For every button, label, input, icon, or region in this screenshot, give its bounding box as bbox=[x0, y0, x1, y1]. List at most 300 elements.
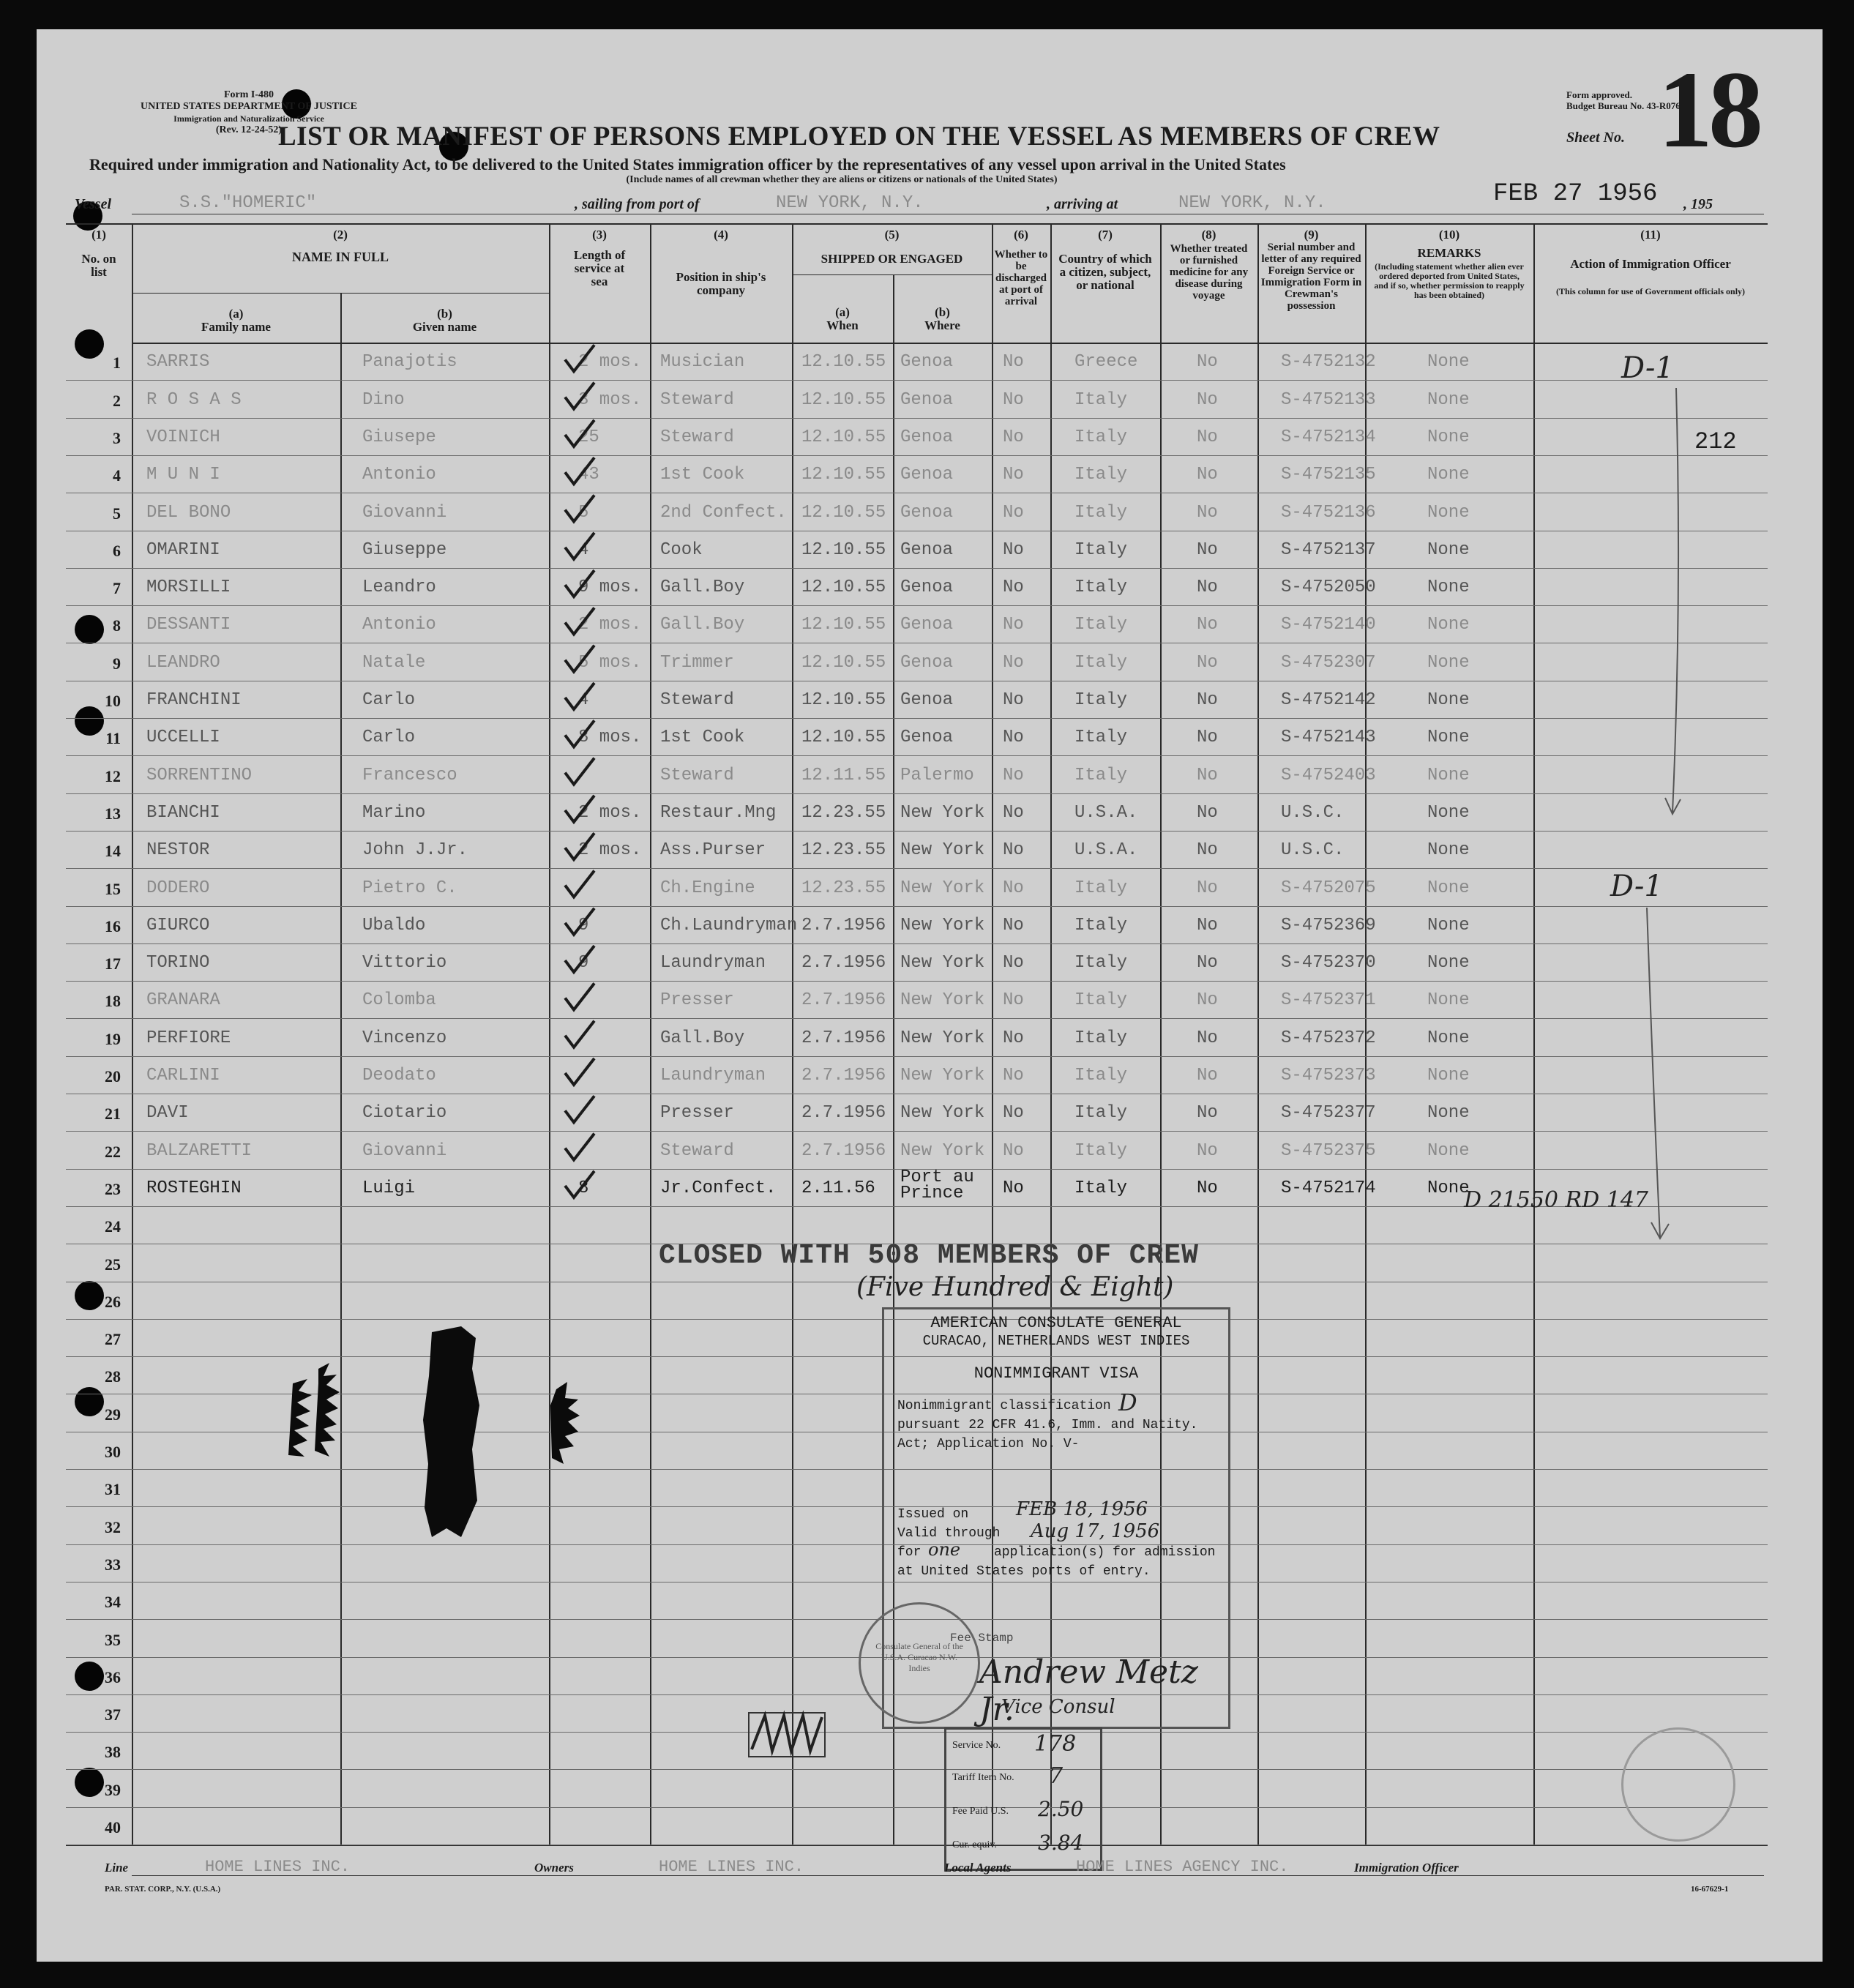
vessel-label: Vessel bbox=[75, 196, 111, 212]
given-name-cell: Carlo bbox=[362, 690, 416, 710]
family-name-cell: GIURCO bbox=[146, 916, 210, 935]
shipped-where-cell: Port au Prince bbox=[900, 1167, 974, 1203]
shipped-where-cell: New York bbox=[900, 840, 985, 860]
medicine-cell: No bbox=[1197, 578, 1218, 597]
shipped-when-cell: 12.10.55 bbox=[801, 728, 886, 747]
row-number: 30 bbox=[105, 1443, 121, 1461]
medicine-cell: No bbox=[1197, 690, 1218, 710]
position-cell: 1st Cook bbox=[660, 465, 745, 485]
action-d1-mid: D-1 bbox=[1610, 870, 1663, 903]
remarks-cell: None bbox=[1427, 728, 1470, 747]
position-cell: Steward bbox=[660, 1141, 734, 1161]
position-cell: Gall.Boy bbox=[660, 615, 745, 635]
position-cell: Gall.Boy bbox=[660, 1028, 745, 1048]
row-rule bbox=[66, 906, 1768, 907]
shipped-when-cell: 12.10.55 bbox=[801, 427, 886, 447]
country-cell: Italy bbox=[1074, 1066, 1128, 1085]
remarks-cell: None bbox=[1427, 766, 1470, 785]
given-name-cell: Francesco bbox=[362, 766, 457, 785]
remarks-cell: None bbox=[1427, 990, 1470, 1010]
family-name-cell: DESSANTI bbox=[146, 615, 231, 635]
discharged-cell: No bbox=[1003, 1028, 1024, 1048]
family-name-cell: SARRIS bbox=[146, 352, 210, 372]
row-number: 12 bbox=[105, 767, 121, 785]
shipped-when-cell: 12.10.55 bbox=[801, 465, 886, 485]
length-cell: 25 bbox=[578, 427, 599, 447]
checkmark-icon bbox=[565, 496, 594, 522]
sailing-label: , sailing from port of bbox=[575, 196, 700, 212]
position-cell: 2nd Confect. bbox=[660, 503, 787, 523]
given-name-cell: Ubaldo bbox=[362, 916, 426, 935]
discharged-cell: No bbox=[1003, 690, 1024, 710]
checkmark-icon bbox=[565, 457, 594, 484]
row-number: 36 bbox=[105, 1668, 121, 1686]
arriving-value: NEW YORK, N.Y. bbox=[1178, 193, 1326, 213]
discharged-cell: No bbox=[1003, 766, 1024, 785]
col-2a-label: (a) Family name bbox=[201, 307, 271, 334]
row-number: 28 bbox=[105, 1367, 121, 1386]
shipped-where-cell: New York bbox=[900, 1066, 985, 1085]
action-212: 212 bbox=[1694, 428, 1737, 455]
checkmark-icon bbox=[565, 871, 594, 897]
length-cell: 5 bbox=[578, 503, 589, 523]
row-number: 25 bbox=[105, 1255, 121, 1274]
visa-valid-value: Aug 17, 1956 bbox=[1031, 1520, 1160, 1542]
row-rule bbox=[66, 568, 1768, 569]
row-number: 18 bbox=[105, 992, 121, 1010]
shipped-where-cell: Genoa bbox=[900, 390, 954, 410]
shipped-where-cell: Genoa bbox=[900, 653, 954, 673]
length-cell: 5 mos. bbox=[578, 653, 642, 673]
col-4-label: Position in ship's company bbox=[676, 270, 766, 297]
col-4-num: (4) bbox=[714, 228, 728, 242]
col-2b-label: (b) Given name bbox=[412, 307, 477, 334]
row-number: 29 bbox=[105, 1405, 121, 1424]
row23-remark-handwritten: D 21550 RD 147 bbox=[1464, 1187, 1648, 1213]
medicine-cell: No bbox=[1197, 916, 1218, 935]
remarks-cell: None bbox=[1427, 1178, 1470, 1198]
shipped-where-cell: New York bbox=[900, 803, 985, 823]
shipped-when-cell: 2.7.1956 bbox=[801, 990, 886, 1010]
length-cell: 2 mos. bbox=[578, 352, 642, 372]
checkmark-icon bbox=[565, 1171, 594, 1197]
position-cell: Musician bbox=[660, 352, 745, 372]
footer-line-label: Line bbox=[105, 1861, 129, 1875]
shipped-when-cell: 2.7.1956 bbox=[801, 1141, 886, 1161]
country-cell: Italy bbox=[1074, 953, 1128, 973]
given-name-cell: Deodato bbox=[362, 1066, 436, 1085]
serial-cell: S-4752371 bbox=[1281, 990, 1376, 1010]
discharged-cell: No bbox=[1003, 953, 1024, 973]
shipped-when-cell: 2.11.56 bbox=[801, 1178, 875, 1198]
row-number: 6 bbox=[113, 542, 121, 560]
given-name-cell: Marino bbox=[362, 803, 426, 823]
consulate-visa-stamp bbox=[875, 1307, 1230, 1729]
given-name-cell: Leandro bbox=[362, 578, 436, 597]
given-name-cell: Antonio bbox=[362, 465, 436, 485]
discharged-cell: No bbox=[1003, 352, 1024, 372]
length-cell: 3 mos. bbox=[578, 390, 642, 410]
serial-cell: S-4752377 bbox=[1281, 1103, 1376, 1123]
family-name-cell: ROSTEGHIN bbox=[146, 1178, 242, 1198]
serial-cell: U.S.C. bbox=[1281, 840, 1345, 860]
shipped-where-cell: New York bbox=[900, 1141, 985, 1161]
shipped-when-cell: 12.10.55 bbox=[801, 690, 886, 710]
family-name-cell: CARLINI bbox=[146, 1066, 220, 1085]
col-11-sub: (This column for use of Government officials only) bbox=[1555, 286, 1746, 296]
row-number: 35 bbox=[105, 1631, 121, 1649]
service-value: 178 bbox=[1034, 1731, 1077, 1757]
medicine-cell: No bbox=[1197, 615, 1218, 635]
closed-stamp: CLOSED WITH 508 MEMBERS OF CREW bbox=[659, 1240, 1199, 1271]
medicine-cell: No bbox=[1197, 1141, 1218, 1161]
given-name-cell: Natale bbox=[362, 653, 426, 673]
date-stamp: FEB 27 1956 bbox=[1493, 180, 1658, 208]
row-number: 1 bbox=[113, 354, 121, 372]
checkmark-icon bbox=[565, 1096, 594, 1122]
visa-for-label: for bbox=[897, 1545, 922, 1560]
col-1-label: No. on list bbox=[81, 252, 116, 279]
serial-cell: S-4752143 bbox=[1281, 728, 1376, 747]
remarks-cell: None bbox=[1427, 578, 1470, 597]
position-cell: Presser bbox=[660, 1103, 734, 1123]
row-number: 15 bbox=[105, 880, 121, 898]
family-name-cell: SORRENTINO bbox=[146, 766, 253, 785]
shipped-when-cell: 12.23.55 bbox=[801, 878, 886, 898]
serial-cell: S-4752403 bbox=[1281, 766, 1376, 785]
position-cell: Cook bbox=[660, 540, 703, 560]
remarks-cell: None bbox=[1427, 953, 1470, 973]
length-cell: 4 bbox=[578, 690, 589, 710]
row-number: 4 bbox=[113, 466, 121, 485]
checkmark-icon bbox=[565, 796, 594, 822]
country-cell: Italy bbox=[1074, 1103, 1128, 1123]
family-name-cell: LEANDRO bbox=[146, 653, 220, 673]
country-cell: Italy bbox=[1074, 465, 1128, 485]
length-cell: 2 mos. bbox=[578, 840, 642, 860]
medicine-cell: No bbox=[1197, 766, 1218, 785]
position-cell: Gall.Boy bbox=[660, 578, 745, 597]
remarks-cell: None bbox=[1427, 653, 1470, 673]
row-number: 9 bbox=[113, 654, 121, 673]
visa-pursuant: pursuant 22 CFR 41.6, Imm. and Natity. bbox=[897, 1418, 1198, 1432]
country-cell: Italy bbox=[1074, 766, 1128, 785]
medicine-cell: No bbox=[1197, 352, 1218, 372]
row-rule bbox=[66, 755, 1768, 756]
row-rule bbox=[66, 1732, 1768, 1733]
discharged-cell: No bbox=[1003, 427, 1024, 447]
form-id: Form I-480 UNITED STATES DEPARTMENT OF JUSTICE Immigration and Naturalization Service (Rev. 12-24-52) bbox=[141, 89, 357, 135]
row-rule bbox=[66, 418, 1768, 419]
serial-cell: S-4752132 bbox=[1281, 352, 1376, 372]
shipped-where-cell: New York bbox=[900, 990, 985, 1010]
col-5b-label: (b) Where bbox=[924, 305, 960, 332]
serial-cell: S-4752135 bbox=[1281, 465, 1376, 485]
remarks-cell: None bbox=[1427, 878, 1470, 898]
discharged-cell: No bbox=[1003, 615, 1024, 635]
col-2-label: NAME IN FULL bbox=[291, 250, 389, 264]
country-cell: Greece bbox=[1074, 352, 1138, 372]
shipped-where-cell: Genoa bbox=[900, 352, 954, 372]
length-cell: 4 bbox=[578, 540, 589, 560]
country-cell: Italy bbox=[1074, 728, 1128, 747]
checkmark-icon bbox=[565, 420, 594, 446]
checkmark-icon bbox=[565, 383, 594, 409]
position-cell: Presser bbox=[660, 990, 734, 1010]
medicine-cell: No bbox=[1197, 503, 1218, 523]
country-cell: Italy bbox=[1074, 578, 1128, 597]
col-11-label: Action of Immigration Officer bbox=[1570, 257, 1731, 271]
row-rule bbox=[66, 1018, 1768, 1019]
footer-owners-value: HOME LINES INC. bbox=[659, 1858, 804, 1876]
page-title: LIST OR MANIFEST OF PERSONS EMPLOYED ON THE VESSEL AS MEMBERS OF CREW bbox=[278, 122, 1440, 152]
row-rule bbox=[66, 793, 1768, 794]
remarks-cell: None bbox=[1427, 503, 1470, 523]
row-number: 8 bbox=[113, 616, 121, 635]
col-6-label: Whether to be discharged at port of arrival bbox=[994, 249, 1048, 307]
cur-equiv-label: Cur. equiv. bbox=[952, 1839, 997, 1850]
position-cell: Steward bbox=[660, 427, 734, 447]
visa-class-value: D bbox=[1118, 1389, 1137, 1416]
col-7-num: (7) bbox=[1098, 228, 1113, 242]
position-cell: 1st Cook bbox=[660, 728, 745, 747]
fee-stamp-label: Fee Stamp bbox=[950, 1632, 1014, 1645]
country-cell: Italy bbox=[1074, 990, 1128, 1010]
family-name-cell: MORSILLI bbox=[146, 578, 231, 597]
medicine-cell: No bbox=[1197, 803, 1218, 823]
checkmark-icon bbox=[565, 1134, 594, 1160]
family-name-cell: DODERO bbox=[146, 878, 210, 898]
fee-paid-value: 2.50 bbox=[1038, 1797, 1084, 1821]
col-5-label: SHIPPED OR ENGAGED bbox=[821, 252, 963, 266]
medicine-cell: No bbox=[1197, 540, 1218, 560]
consulate-line1: AMERICAN CONSULATE GENERAL bbox=[930, 1314, 1182, 1332]
family-name-cell: DAVI bbox=[146, 1103, 189, 1123]
given-name-cell: Giovanni bbox=[362, 503, 447, 523]
shipped-when-cell: 12.10.55 bbox=[801, 390, 886, 410]
row-number: 16 bbox=[105, 917, 121, 935]
length-cell: 9 bbox=[578, 953, 589, 973]
shipped-where-cell: Genoa bbox=[900, 427, 954, 447]
row-number: 7 bbox=[113, 579, 121, 597]
footer-line-value: HOME LINES INC. bbox=[205, 1858, 351, 1876]
shipped-when-cell: 12.23.55 bbox=[801, 840, 886, 860]
redaction-blot-icon bbox=[278, 1318, 608, 1552]
footer-agents-label: Local Agents bbox=[944, 1861, 1012, 1875]
sheet-label: Sheet No. bbox=[1566, 130, 1625, 146]
col-3-label: Length of service at sea bbox=[573, 248, 626, 288]
row-number: 3 bbox=[113, 429, 121, 447]
row-number: 5 bbox=[113, 504, 121, 523]
medicine-cell: No bbox=[1197, 1066, 1218, 1085]
country-cell: Italy bbox=[1074, 1178, 1128, 1198]
row-rule bbox=[66, 455, 1768, 456]
visa-app-label: Act; Application No. V- bbox=[897, 1437, 1080, 1451]
family-name-cell: R O S A S bbox=[146, 390, 242, 410]
serial-cell: S-4752137 bbox=[1281, 540, 1376, 560]
row-rule bbox=[66, 605, 1768, 606]
row-number: 32 bbox=[105, 1518, 121, 1536]
medicine-cell: No bbox=[1197, 1028, 1218, 1048]
length-cell: 43 bbox=[578, 465, 599, 485]
country-cell: Italy bbox=[1074, 503, 1128, 523]
row-number: 14 bbox=[105, 842, 121, 860]
family-name-cell: BALZARETTI bbox=[146, 1141, 253, 1161]
position-cell: Steward bbox=[660, 766, 734, 785]
shipped-when-cell: 12.10.55 bbox=[801, 352, 886, 372]
checkmark-icon bbox=[565, 1021, 594, 1047]
checkmark-column bbox=[549, 343, 650, 1243]
col-6-num: (6) bbox=[1014, 228, 1028, 242]
given-name-cell: Giuseppe bbox=[362, 540, 447, 560]
country-cell: Italy bbox=[1074, 390, 1128, 410]
country-cell: Italy bbox=[1074, 1141, 1128, 1161]
remarks-cell: None bbox=[1427, 690, 1470, 710]
shipped-when-cell: 12.10.55 bbox=[801, 578, 886, 597]
medicine-cell: No bbox=[1197, 990, 1218, 1010]
col-1-num: (1) bbox=[91, 228, 106, 242]
country-cell: Italy bbox=[1074, 540, 1128, 560]
remarks-cell: None bbox=[1427, 1103, 1470, 1123]
row-number: 27 bbox=[105, 1330, 121, 1348]
row-number: 21 bbox=[105, 1105, 121, 1123]
given-name-cell: Giovanni bbox=[362, 1141, 447, 1161]
shipped-when-cell: 12.11.55 bbox=[801, 766, 886, 785]
checkmark-icon bbox=[565, 720, 594, 747]
discharged-cell: No bbox=[1003, 878, 1024, 898]
visa-valid-label: Valid through bbox=[897, 1526, 1001, 1541]
length-cell: 8 mos. bbox=[578, 728, 642, 747]
visa-for-value: one bbox=[928, 1539, 961, 1560]
discharged-cell: No bbox=[1003, 1178, 1024, 1198]
family-name-cell: PERFIORE bbox=[146, 1028, 231, 1048]
given-name-cell: Carlo bbox=[362, 728, 416, 747]
serial-cell: S-4752075 bbox=[1281, 878, 1376, 898]
row-rule bbox=[66, 1056, 1768, 1057]
shipped-when-cell: 12.23.55 bbox=[801, 803, 886, 823]
remarks-cell: None bbox=[1427, 615, 1470, 635]
footer-owners-label: Owners bbox=[534, 1861, 574, 1875]
action-d1-top: D-1 bbox=[1621, 351, 1674, 385]
given-name-cell: Ciotario bbox=[362, 1103, 447, 1123]
shipped-where-cell: Genoa bbox=[900, 578, 954, 597]
given-name-cell: Vincenzo bbox=[362, 1028, 447, 1048]
remarks-cell: None bbox=[1427, 1066, 1470, 1085]
medicine-cell: No bbox=[1197, 427, 1218, 447]
family-name-cell: VOINICH bbox=[146, 427, 220, 447]
shipped-when-cell: 2.7.1956 bbox=[801, 1103, 886, 1123]
fee-paid-label: Fee Paid U.S. bbox=[952, 1806, 1009, 1817]
checkmark-icon bbox=[565, 908, 594, 935]
col-5a-label: (a) When bbox=[826, 305, 859, 332]
family-name-cell: FRANCHINI bbox=[146, 690, 242, 710]
page-subtitle: Required under immigration and Nationality Act, to be delivered to the United States immigration officer by the representatives of any vessel upon arrival in the United States bbox=[89, 155, 1286, 173]
shipped-when-cell: 2.7.1956 bbox=[801, 953, 886, 973]
family-name-cell: GRANARA bbox=[146, 990, 220, 1010]
shipped-when-cell: 2.7.1956 bbox=[801, 1028, 886, 1048]
remarks-cell: None bbox=[1427, 1141, 1470, 1161]
checkmark-icon bbox=[565, 533, 594, 559]
checkmark-icon bbox=[565, 570, 594, 597]
year-suffix: , 195 bbox=[1683, 196, 1713, 212]
checkmark-icon bbox=[565, 833, 594, 859]
consul-signature: Andrew Metz Jr. bbox=[979, 1653, 1198, 1728]
col-10-sub: (Including statement whether alien ever ordered deported from United States, and if so, whether permission to reapply has been obtained) bbox=[1374, 261, 1525, 300]
shipped-when-cell: 12.10.55 bbox=[801, 615, 886, 635]
visa-issued-label: Issued on bbox=[897, 1507, 969, 1522]
serial-cell: S-4752370 bbox=[1281, 953, 1376, 973]
family-name-cell: DEL BONO bbox=[146, 503, 231, 523]
row-number: 26 bbox=[105, 1293, 121, 1311]
medicine-cell: No bbox=[1197, 390, 1218, 410]
remarks-cell: None bbox=[1427, 427, 1470, 447]
shipped-where-cell: Genoa bbox=[900, 690, 954, 710]
seal-text: Consulate General of the U.S.A. Curacao N.W. Indies bbox=[875, 1641, 963, 1673]
col-10-label: REMARKS bbox=[1417, 246, 1481, 260]
scribble-icon bbox=[743, 1705, 831, 1771]
consulate-line2: CURACAO, NETHERLANDS WEST INDIES bbox=[922, 1333, 1190, 1349]
serial-cell: S-4752369 bbox=[1281, 916, 1376, 935]
shipped-where-cell: Genoa bbox=[900, 540, 954, 560]
given-name-cell: Vittorio bbox=[362, 953, 447, 973]
position-cell: Ch.Laundryman bbox=[660, 916, 798, 935]
checkmark-icon bbox=[565, 1058, 594, 1085]
row-number: 10 bbox=[105, 692, 121, 710]
discharged-cell: No bbox=[1003, 1103, 1024, 1123]
discharged-cell: No bbox=[1003, 728, 1024, 747]
row-number: 39 bbox=[105, 1781, 121, 1799]
service-label: Service No. bbox=[952, 1740, 1001, 1751]
given-name-cell: Antonio bbox=[362, 615, 436, 635]
row-number: 37 bbox=[105, 1705, 121, 1724]
col-11-num: (11) bbox=[1640, 228, 1661, 242]
arriving-label: , arriving at bbox=[1047, 196, 1118, 212]
family-name-cell: UCCELLI bbox=[146, 728, 220, 747]
checkmark-icon bbox=[565, 946, 594, 972]
tariff-value: 7 bbox=[1049, 1763, 1064, 1789]
discharged-cell: No bbox=[1003, 916, 1024, 935]
shipped-where-cell: New York bbox=[900, 916, 985, 935]
remarks-cell: None bbox=[1427, 352, 1470, 372]
row-rule bbox=[66, 1807, 1768, 1808]
row-number: 19 bbox=[105, 1030, 121, 1048]
position-cell: Steward bbox=[660, 390, 734, 410]
col-9-label: Serial number and letter of any required Foreign Service or Immigration Form in Crewman's possession bbox=[1260, 242, 1362, 312]
col-5-num: (5) bbox=[884, 228, 900, 242]
col-8-num: (8) bbox=[1201, 228, 1216, 242]
length-cell: 9 mos. bbox=[578, 578, 642, 597]
row-number: 38 bbox=[105, 1743, 121, 1761]
serial-cell: S-4752142 bbox=[1281, 690, 1376, 710]
serial-cell: S-4752375 bbox=[1281, 1141, 1376, 1161]
col-10-num: (10) bbox=[1438, 228, 1460, 242]
serial-cell: S-4752134 bbox=[1281, 427, 1376, 447]
country-cell: Italy bbox=[1074, 690, 1128, 710]
serial-cell: S-4752373 bbox=[1281, 1066, 1376, 1085]
discharged-cell: No bbox=[1003, 840, 1024, 860]
length-cell: 2 mos. bbox=[578, 803, 642, 823]
row-rule bbox=[66, 981, 1768, 982]
row-rule bbox=[66, 1769, 1768, 1770]
given-name-cell: John J.Jr. bbox=[362, 840, 468, 860]
position-cell: Jr.Confect. bbox=[660, 1178, 777, 1198]
sailing-value: NEW YORK, N.Y. bbox=[776, 193, 924, 213]
row-number: 20 bbox=[105, 1067, 121, 1085]
family-name-cell: M U N I bbox=[146, 465, 220, 485]
remarks-cell: None bbox=[1427, 916, 1470, 935]
shipped-where-cell: Genoa bbox=[900, 728, 954, 747]
given-name-cell: Giusepe bbox=[362, 427, 436, 447]
